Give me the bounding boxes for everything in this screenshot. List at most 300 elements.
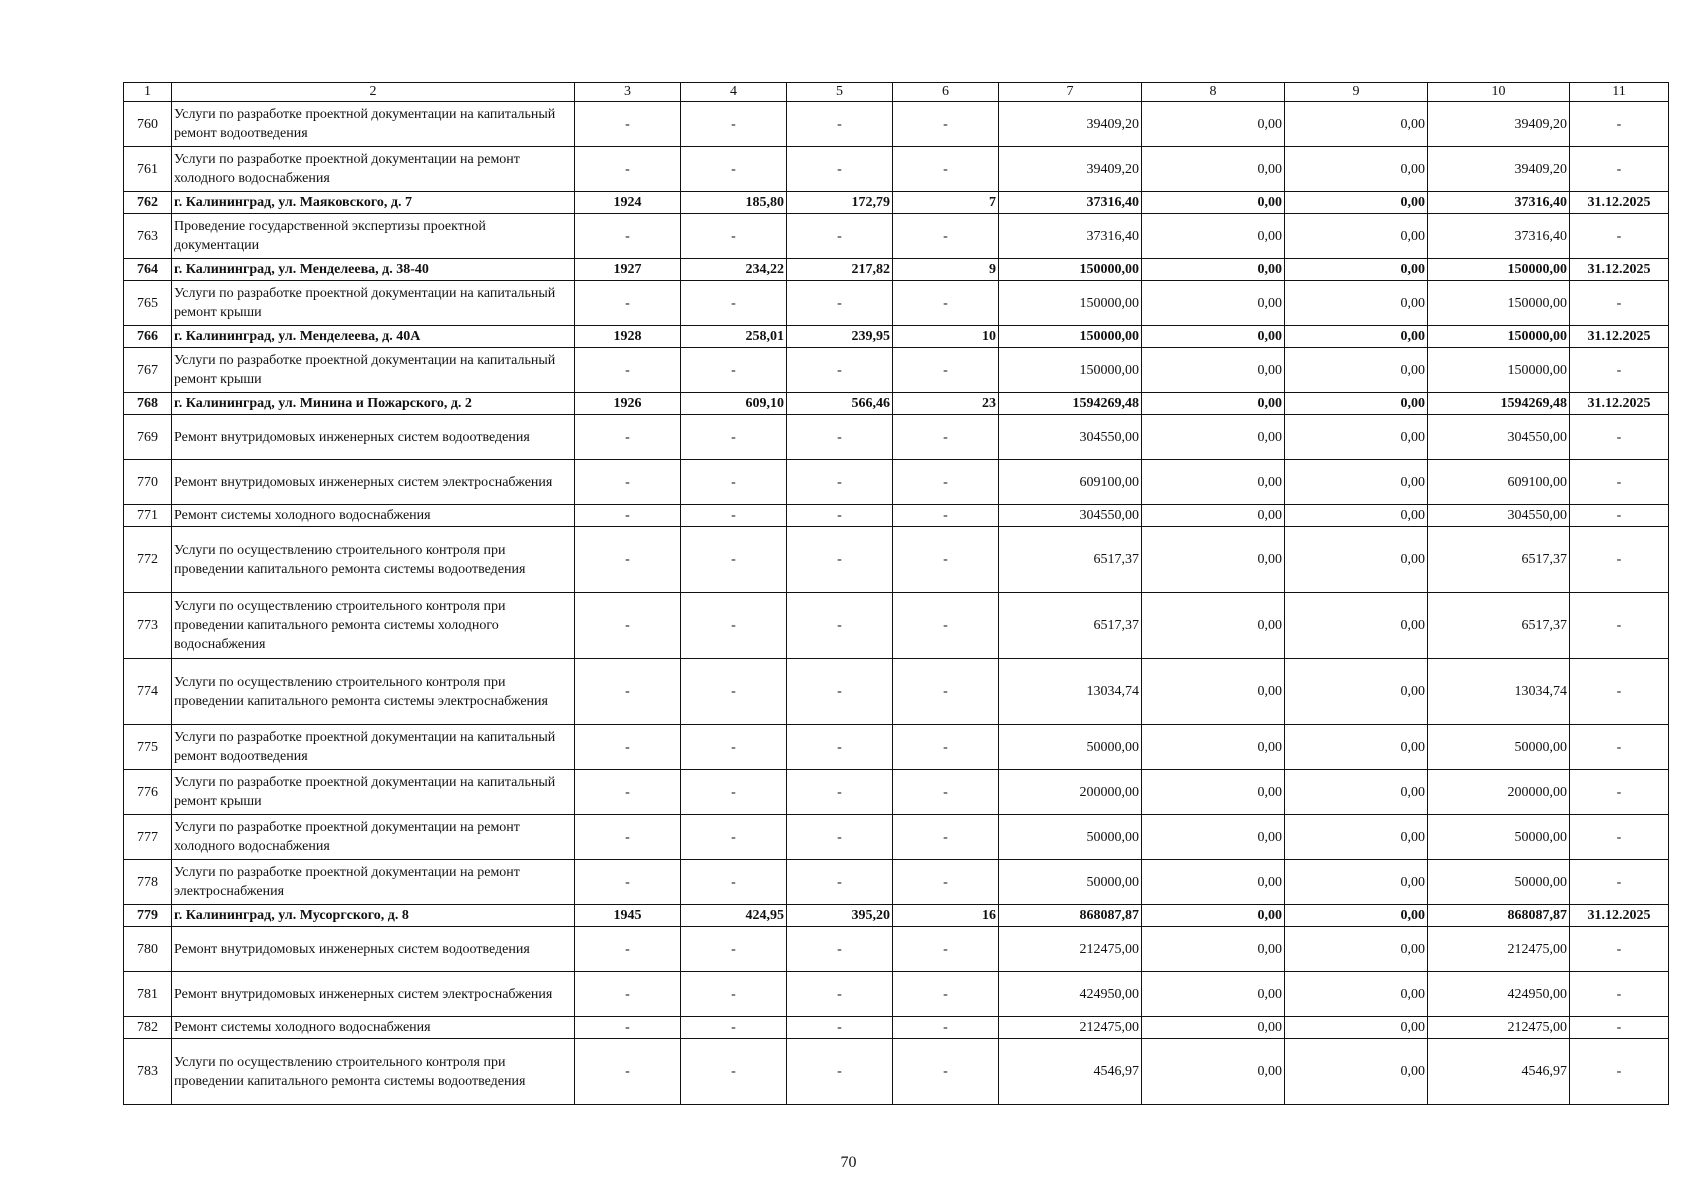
table-cell: 150000,00 <box>999 326 1142 348</box>
col-header: 7 <box>999 83 1142 102</box>
table-cell: - <box>575 281 681 326</box>
row-number: 779 <box>124 905 172 927</box>
table-cell: 4546,97 <box>1428 1039 1570 1105</box>
table-cell: 1926 <box>575 393 681 415</box>
table-cell: 6517,37 <box>999 527 1142 593</box>
table-cell: 0,00 <box>1142 281 1285 326</box>
row-description: г. Калининград, ул. Мусоргского, д. 8 <box>172 905 575 927</box>
table-cell: - <box>1570 348 1669 393</box>
table-cell: 0,00 <box>1142 659 1285 725</box>
table-cell: 0,00 <box>1142 415 1285 460</box>
table-cell: 212475,00 <box>1428 1017 1570 1039</box>
row-description: Услуги по осуществлению строительного контроля при проведении капитального ремонта системы холодного водоснабжения <box>172 593 575 659</box>
table-cell: - <box>787 815 893 860</box>
table-cell: 0,00 <box>1142 1017 1285 1039</box>
address-row <box>124 326 1669 348</box>
table-cell: 150000,00 <box>1428 259 1570 281</box>
table-cell: 217,82 <box>787 259 893 281</box>
row-description: Ремонт внутридомовых инженерных систем электроснабжения <box>172 972 575 1017</box>
col-header: 4 <box>681 83 787 102</box>
row-description: г. Калининград, ул. Менделеева, д. 40А <box>172 326 575 348</box>
table-cell: 150000,00 <box>1428 348 1570 393</box>
table-cell: 16 <box>893 905 999 927</box>
row-number: 770 <box>124 460 172 505</box>
table-cell: 0,00 <box>1285 725 1428 770</box>
table-cell: 212475,00 <box>1428 927 1570 972</box>
table-cell: 37316,40 <box>1428 214 1570 259</box>
table-cell: - <box>893 102 999 147</box>
row-description: Ремонт внутридомовых инженерных систем водоотведения <box>172 927 575 972</box>
table-cell: 37316,40 <box>999 214 1142 259</box>
table-cell: 0,00 <box>1285 1017 1428 1039</box>
table-cell: - <box>575 147 681 192</box>
table-cell: 6517,37 <box>999 593 1142 659</box>
row-description: Услуги по осуществлению строительного контроля при проведении капитального ремонта системы электроснабжения <box>172 659 575 725</box>
table-cell: - <box>1570 102 1669 147</box>
table-cell: - <box>681 147 787 192</box>
table-cell: 0,00 <box>1285 1039 1428 1105</box>
table-cell: 39409,20 <box>999 102 1142 147</box>
table-cell: - <box>681 102 787 147</box>
row-number: 772 <box>124 527 172 593</box>
table-cell: 50000,00 <box>999 725 1142 770</box>
table-cell: - <box>893 659 999 725</box>
table-cell: - <box>1570 770 1669 815</box>
table-cell: - <box>893 505 999 527</box>
table-cell: 0,00 <box>1142 102 1285 147</box>
table-cell: - <box>787 460 893 505</box>
work-row <box>124 927 1669 972</box>
row-description: Ремонт системы холодного водоснабжения <box>172 1017 575 1039</box>
table-cell: - <box>787 725 893 770</box>
table-cell: 234,22 <box>681 259 787 281</box>
table-cell: - <box>1570 281 1669 326</box>
table-cell: 239,95 <box>787 326 893 348</box>
table-cell: - <box>893 725 999 770</box>
table-cell: 0,00 <box>1285 259 1428 281</box>
work-row <box>124 1017 1669 1039</box>
table-cell: 0,00 <box>1285 527 1428 593</box>
page-number: 70 <box>840 1154 857 1171</box>
table-cell: 1594269,48 <box>1428 393 1570 415</box>
address-row <box>124 393 1669 415</box>
table-cell: - <box>893 214 999 259</box>
row-description: Услуги по разработке проектной документации на капитальный ремонт крыши <box>172 281 575 326</box>
table-cell: 0,00 <box>1142 927 1285 972</box>
table-cell: - <box>893 281 999 326</box>
table-cell: - <box>1570 815 1669 860</box>
table-cell: 609,10 <box>681 393 787 415</box>
table-cell: 0,00 <box>1285 348 1428 393</box>
table-cell: - <box>787 1039 893 1105</box>
row-number: 774 <box>124 659 172 725</box>
table-cell: - <box>575 815 681 860</box>
table-cell: 9 <box>893 259 999 281</box>
row-number: 771 <box>124 505 172 527</box>
table-cell: 1594269,48 <box>999 393 1142 415</box>
row-number: 783 <box>124 1039 172 1105</box>
table-cell: - <box>893 147 999 192</box>
table-cell: - <box>893 972 999 1017</box>
table-cell: - <box>893 1039 999 1105</box>
table-cell: 39409,20 <box>999 147 1142 192</box>
table-cell: 0,00 <box>1285 593 1428 659</box>
row-number: 776 <box>124 770 172 815</box>
table-cell: 0,00 <box>1285 659 1428 725</box>
table-cell: 0,00 <box>1285 860 1428 905</box>
table-cell: 0,00 <box>1285 326 1428 348</box>
row-description: Услуги по разработке проектной документации на капитальный ремонт крыши <box>172 770 575 815</box>
row-description: Услуги по осуществлению строительного контроля при проведении капитального ремонта системы водоотведения <box>172 1039 575 1105</box>
row-number: 765 <box>124 281 172 326</box>
table-cell: 172,79 <box>787 192 893 214</box>
table-cell: - <box>787 659 893 725</box>
table-cell: - <box>575 415 681 460</box>
work-row <box>124 281 1669 326</box>
table-cell: - <box>681 505 787 527</box>
table-cell: - <box>787 927 893 972</box>
address-row <box>124 905 1669 927</box>
table-cell: 0,00 <box>1285 972 1428 1017</box>
col-header: 10 <box>1428 83 1570 102</box>
table-cell: 0,00 <box>1285 214 1428 259</box>
table-cell: - <box>893 1017 999 1039</box>
table-cell: - <box>575 214 681 259</box>
table-cell: - <box>681 593 787 659</box>
row-description: Ремонт внутридомовых инженерных систем электроснабжения <box>172 460 575 505</box>
table-cell: - <box>575 1039 681 1105</box>
table-cell: 4546,97 <box>999 1039 1142 1105</box>
table-cell: 0,00 <box>1285 815 1428 860</box>
table-cell: - <box>681 927 787 972</box>
table-cell: 566,46 <box>787 393 893 415</box>
table-cell: 0,00 <box>1142 214 1285 259</box>
header-row <box>124 83 1669 102</box>
table-cell: - <box>681 815 787 860</box>
table-cell: 200000,00 <box>1428 770 1570 815</box>
table-cell: - <box>787 102 893 147</box>
table-cell: - <box>681 972 787 1017</box>
table-cell: - <box>893 860 999 905</box>
table-cell: 0,00 <box>1142 860 1285 905</box>
table-cell: 0,00 <box>1285 102 1428 147</box>
table-cell: - <box>575 770 681 815</box>
table-cell: - <box>681 281 787 326</box>
table-cell: 31.12.2025 <box>1570 393 1669 415</box>
table-cell: - <box>575 927 681 972</box>
table-cell: 6517,37 <box>1428 593 1570 659</box>
table-cell: - <box>787 348 893 393</box>
table-cell: 0,00 <box>1142 259 1285 281</box>
row-number: 763 <box>124 214 172 259</box>
table-cell: - <box>787 860 893 905</box>
work-row <box>124 725 1669 770</box>
work-row <box>124 147 1669 192</box>
table-cell: 304550,00 <box>999 505 1142 527</box>
table-cell: 6517,37 <box>1428 527 1570 593</box>
table-cell: - <box>1570 147 1669 192</box>
table-cell: - <box>787 415 893 460</box>
table-cell: - <box>787 281 893 326</box>
table-cell: - <box>681 214 787 259</box>
table-cell: - <box>787 770 893 815</box>
table-cell: 50000,00 <box>1428 860 1570 905</box>
work-row <box>124 214 1669 259</box>
capital-repair-table <box>123 82 1669 1105</box>
row-description: Услуги по разработке проектной документации на капитальный ремонт водоотведения <box>172 725 575 770</box>
table-cell: - <box>575 505 681 527</box>
work-row <box>124 815 1669 860</box>
table-cell: 0,00 <box>1285 770 1428 815</box>
table-cell: - <box>1570 725 1669 770</box>
table-cell: - <box>575 725 681 770</box>
table-cell: 868087,87 <box>999 905 1142 927</box>
table-cell: 258,01 <box>681 326 787 348</box>
table-cell: 0,00 <box>1142 770 1285 815</box>
row-description: Услуги по разработке проектной документации на ремонт электроснабжения <box>172 860 575 905</box>
work-row <box>124 348 1669 393</box>
table-cell: 0,00 <box>1285 905 1428 927</box>
table-cell: 31.12.2025 <box>1570 259 1669 281</box>
work-row <box>124 593 1669 659</box>
row-description: г. Калининград, ул. Маяковского, д. 7 <box>172 192 575 214</box>
row-number: 762 <box>124 192 172 214</box>
table-cell: 150000,00 <box>999 259 1142 281</box>
table-cell: 424950,00 <box>1428 972 1570 1017</box>
table-cell: - <box>893 348 999 393</box>
table-cell: 50000,00 <box>1428 815 1570 860</box>
table-cell: - <box>893 527 999 593</box>
row-description: Услуги по разработке проектной документации на капитальный ремонт водоотведения <box>172 102 575 147</box>
table-cell: - <box>893 460 999 505</box>
table-cell: - <box>575 972 681 1017</box>
row-description: Услуги по осуществлению строительного контроля при проведении капитального ремонта системы водоотведения <box>172 527 575 593</box>
table-cell: - <box>787 1017 893 1039</box>
table-cell: - <box>893 770 999 815</box>
table-cell: 0,00 <box>1142 593 1285 659</box>
table-cell: - <box>1570 1039 1669 1105</box>
table-cell: 10 <box>893 326 999 348</box>
row-number: 781 <box>124 972 172 1017</box>
row-number: 760 <box>124 102 172 147</box>
row-description: г. Калининград, ул. Менделеева, д. 38-40 <box>172 259 575 281</box>
table-cell: - <box>787 593 893 659</box>
table-cell: - <box>681 725 787 770</box>
table-cell: 0,00 <box>1285 927 1428 972</box>
table-cell: - <box>1570 415 1669 460</box>
col-header: 8 <box>1142 83 1285 102</box>
table-cell: - <box>575 593 681 659</box>
table-cell: - <box>1570 527 1669 593</box>
table-cell: - <box>1570 505 1669 527</box>
table-cell: 0,00 <box>1142 147 1285 192</box>
table-cell: - <box>681 770 787 815</box>
table-cell: 1924 <box>575 192 681 214</box>
table-cell: 0,00 <box>1142 326 1285 348</box>
row-number: 764 <box>124 259 172 281</box>
col-header: 11 <box>1570 83 1669 102</box>
table-cell: 0,00 <box>1142 815 1285 860</box>
row-number: 777 <box>124 815 172 860</box>
row-number: 766 <box>124 326 172 348</box>
table-cell: - <box>575 659 681 725</box>
row-description: г. Калининград, ул. Минина и Пожарского, д. 2 <box>172 393 575 415</box>
table-cell: 150000,00 <box>999 281 1142 326</box>
table-cell: - <box>681 860 787 905</box>
work-row <box>124 770 1669 815</box>
work-row <box>124 659 1669 725</box>
row-description: Ремонт системы холодного водоснабжения <box>172 505 575 527</box>
table-cell: - <box>681 415 787 460</box>
table-cell: 0,00 <box>1285 147 1428 192</box>
col-header: 2 <box>172 83 575 102</box>
row-number: 767 <box>124 348 172 393</box>
table-container <box>123 82 1668 1105</box>
row-number: 780 <box>124 927 172 972</box>
table-cell: - <box>575 860 681 905</box>
col-header: 6 <box>893 83 999 102</box>
row-number: 773 <box>124 593 172 659</box>
table-cell: 304550,00 <box>1428 505 1570 527</box>
table-cell: - <box>1570 1017 1669 1039</box>
table-cell: - <box>681 460 787 505</box>
table-cell: 609100,00 <box>999 460 1142 505</box>
table-cell: - <box>893 815 999 860</box>
table-cell: - <box>1570 593 1669 659</box>
row-description: Услуги по разработке проектной документации на капитальный ремонт крыши <box>172 348 575 393</box>
row-number: 778 <box>124 860 172 905</box>
row-number: 768 <box>124 393 172 415</box>
table-cell: 304550,00 <box>1428 415 1570 460</box>
work-row <box>124 415 1669 460</box>
table-cell: 7 <box>893 192 999 214</box>
table-cell: 50000,00 <box>999 815 1142 860</box>
table-cell: 37316,40 <box>999 192 1142 214</box>
table-cell: 150000,00 <box>1428 281 1570 326</box>
table-cell: 0,00 <box>1142 348 1285 393</box>
table-cell: 0,00 <box>1285 460 1428 505</box>
table-cell: - <box>1570 860 1669 905</box>
table-cell: 304550,00 <box>999 415 1142 460</box>
table-cell: 868087,87 <box>1428 905 1570 927</box>
table-cell: - <box>681 1039 787 1105</box>
table-cell: 150000,00 <box>999 348 1142 393</box>
table-cell: 185,80 <box>681 192 787 214</box>
table-cell: 212475,00 <box>999 1017 1142 1039</box>
table-cell: - <box>787 214 893 259</box>
work-row <box>124 527 1669 593</box>
table-cell: 150000,00 <box>1428 326 1570 348</box>
row-description: Ремонт внутридомовых инженерных систем водоотведения <box>172 415 575 460</box>
table-cell: - <box>787 527 893 593</box>
table-cell: 37316,40 <box>1428 192 1570 214</box>
row-number: 761 <box>124 147 172 192</box>
table-cell: 0,00 <box>1285 192 1428 214</box>
table-cell: - <box>787 147 893 192</box>
table-cell: 0,00 <box>1142 460 1285 505</box>
table-cell: 0,00 <box>1285 505 1428 527</box>
table-cell: 31.12.2025 <box>1570 192 1669 214</box>
table-cell: 0,00 <box>1285 281 1428 326</box>
col-header: 1 <box>124 83 172 102</box>
work-row <box>124 1039 1669 1105</box>
table-cell: 424950,00 <box>999 972 1142 1017</box>
table-cell: - <box>893 415 999 460</box>
table-cell: 1928 <box>575 326 681 348</box>
table-cell: 0,00 <box>1142 527 1285 593</box>
table-cell: 0,00 <box>1142 905 1285 927</box>
row-description: Услуги по разработке проектной документации на ремонт холодного водоснабжения <box>172 815 575 860</box>
table-cell: 23 <box>893 393 999 415</box>
work-row <box>124 972 1669 1017</box>
row-number: 782 <box>124 1017 172 1039</box>
row-number: 769 <box>124 415 172 460</box>
table-cell: 0,00 <box>1142 393 1285 415</box>
table-cell: 31.12.2025 <box>1570 905 1669 927</box>
col-header: 5 <box>787 83 893 102</box>
table-cell: 39409,20 <box>1428 102 1570 147</box>
table-cell: 0,00 <box>1142 972 1285 1017</box>
row-description: Услуги по разработке проектной документации на ремонт холодного водоснабжения <box>172 147 575 192</box>
table-cell: 39409,20 <box>1428 147 1570 192</box>
table-cell: - <box>681 348 787 393</box>
table-cell: - <box>787 972 893 1017</box>
table-cell: - <box>1570 927 1669 972</box>
table-cell: 50000,00 <box>1428 725 1570 770</box>
table-cell: 13034,74 <box>999 659 1142 725</box>
table-cell: 395,20 <box>787 905 893 927</box>
table-cell: 609100,00 <box>1428 460 1570 505</box>
table-cell: 200000,00 <box>999 770 1142 815</box>
row-number: 775 <box>124 725 172 770</box>
row-description: Проведение государственной экспертизы проектной документации <box>172 214 575 259</box>
table-cell: 0,00 <box>1285 415 1428 460</box>
table-cell: - <box>681 1017 787 1039</box>
table-cell: 212475,00 <box>999 927 1142 972</box>
table-cell: 1927 <box>575 259 681 281</box>
table-cell: 0,00 <box>1142 505 1285 527</box>
table-cell: - <box>681 527 787 593</box>
table-cell: - <box>893 593 999 659</box>
table-cell: 31.12.2025 <box>1570 326 1669 348</box>
table-cell: - <box>1570 214 1669 259</box>
table-cell: - <box>893 927 999 972</box>
work-row <box>124 860 1669 905</box>
table-cell: 424,95 <box>681 905 787 927</box>
table-cell: - <box>1570 972 1669 1017</box>
table-cell: - <box>1570 460 1669 505</box>
table-cell: - <box>681 659 787 725</box>
table-cell: - <box>575 102 681 147</box>
work-row <box>124 505 1669 527</box>
table-cell: 1945 <box>575 905 681 927</box>
table-cell: - <box>575 348 681 393</box>
address-row <box>124 192 1669 214</box>
work-row <box>124 102 1669 147</box>
col-header: 3 <box>575 83 681 102</box>
table-cell: 13034,74 <box>1428 659 1570 725</box>
table-cell: 0,00 <box>1142 725 1285 770</box>
table-cell: - <box>575 460 681 505</box>
table-cell: - <box>575 527 681 593</box>
table-cell: 50000,00 <box>999 860 1142 905</box>
table-cell: 0,00 <box>1285 393 1428 415</box>
table-cell: - <box>787 505 893 527</box>
table-cell: 0,00 <box>1142 192 1285 214</box>
table-cell: - <box>575 1017 681 1039</box>
col-header: 9 <box>1285 83 1428 102</box>
table-cell: - <box>1570 659 1669 725</box>
